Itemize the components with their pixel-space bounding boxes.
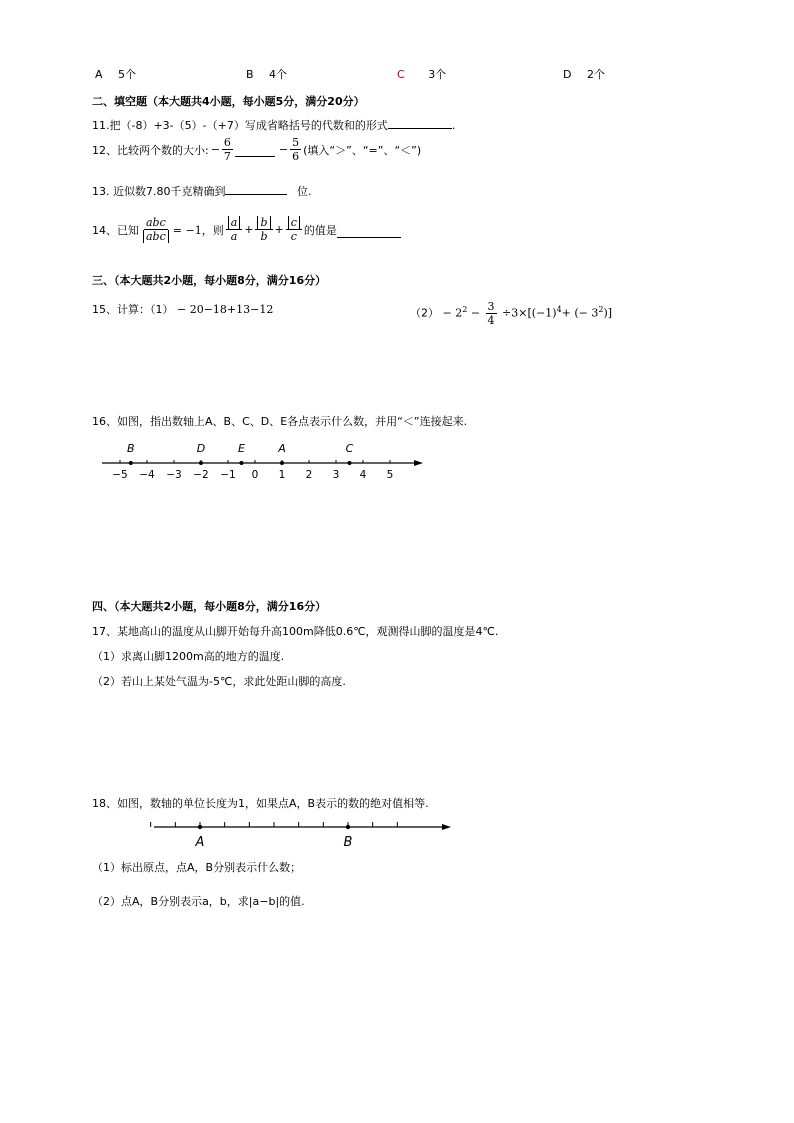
option-a-letter: A [95, 68, 103, 81]
tick-label: 4 [359, 469, 367, 481]
point-e [240, 461, 244, 465]
fraction-5-6-num: 5 [292, 136, 300, 149]
question-16: 16、如图，指出数轴上A、B、C、D、E各点表示什么数，并用“＜”连接起来. [92, 415, 468, 428]
option-c-text: 3个 [428, 68, 447, 81]
expr2-e: + (− 3 [561, 306, 599, 320]
fraction-3-4-num: 3 [487, 300, 495, 313]
fraction-abs-b-den: b [260, 230, 268, 243]
option-a-text: 5个 [118, 68, 137, 81]
question-17-part-1: （1）求离山脚1200m高的地方的温度. [92, 650, 285, 663]
point-d [199, 461, 203, 465]
question-15-part-1 [92, 301, 273, 317]
point-label-a: A [278, 442, 286, 455]
plus-sign: + [274, 223, 284, 236]
option-c [397, 66, 446, 82]
tick-label: 0 [251, 469, 259, 481]
point-c [348, 461, 352, 465]
fraction-abs-c-num [286, 216, 302, 230]
answer-blank-13[interactable] [225, 183, 287, 195]
expr2-c: ÷3× [502, 306, 528, 320]
point-a [280, 461, 284, 465]
question-11-text: 11.把（-8）+3-（5）-（+7）写成省略括号的代数和的形式 [92, 119, 388, 132]
point-label-b: B [127, 442, 135, 455]
point-label-a: A [195, 835, 205, 850]
section-3-title: 三、（本大题共2小题，每小题8分，满分16分） [92, 274, 327, 287]
option-b-letter: B [246, 68, 254, 81]
fraction-abc-den [141, 230, 171, 243]
question-17-part-2: （2）若山上某处气温为-5℃，求此处距山脚的高度. [92, 675, 346, 688]
tick-label: 3 [332, 469, 340, 481]
question-12-suffix: (填入“＞”、“=”、“＜”) [303, 143, 422, 157]
section-4-title: 四、（本大题共2小题，每小题8分，满分16分） [92, 600, 327, 613]
fraction-abs-a [226, 216, 243, 243]
fraction-6-7-num: 6 [223, 136, 231, 149]
point-label-e: E [238, 442, 245, 455]
question-14-suffix: 的值是 [303, 223, 337, 237]
point-b [129, 461, 133, 465]
fraction-abc-num: abc [146, 216, 166, 229]
question-12 [92, 136, 421, 163]
tick-label: 5 [386, 469, 394, 481]
answer-blank-12[interactable] [235, 145, 275, 157]
fraction-5-6 [290, 136, 301, 163]
tick-label: −4 [139, 469, 155, 481]
option-a [95, 66, 136, 82]
fraction-5-6-den: 6 [292, 150, 300, 163]
option-d-text: 2个 [586, 68, 605, 81]
question-18-part-2: （2）点A，B分别表示a，b，求|a−b|的值. [92, 895, 305, 908]
point-a [198, 825, 202, 829]
minus-sign: − [210, 143, 220, 156]
number-line-2 [150, 815, 460, 851]
tick-label: −3 [166, 469, 182, 481]
question-14 [92, 216, 401, 243]
fraction-3-4-den: 4 [487, 314, 495, 327]
abs-c: c [288, 216, 300, 229]
question-13-suffix: 位. [296, 185, 312, 198]
question-18: 18、如图，数轴的单位长度为1，如果点A，B表示的数的绝对值相等. [92, 797, 429, 810]
question-11-end: . [451, 119, 456, 132]
number-line-1 [96, 436, 436, 488]
abs-abc: abc [143, 230, 169, 243]
fraction-abs-b [255, 216, 272, 243]
answer-blank-11[interactable] [388, 117, 452, 129]
fraction-3-4 [486, 300, 497, 327]
question-14-eq: = −1，则 [172, 223, 224, 237]
expr2-b: − [470, 306, 481, 320]
question-18-part-1: （1）标出原点，点A，B分别表示什么数； [92, 861, 302, 874]
expr2-a-exp: 2 [462, 304, 468, 314]
tick-label: 2 [305, 469, 313, 481]
question-15-part-2 [410, 300, 612, 327]
axis-arrow-icon [414, 460, 423, 466]
expr2-e-exp: 2 [598, 304, 604, 314]
expr2-d: [(−1) [527, 306, 557, 320]
option-b [246, 66, 287, 82]
tick-label: −1 [220, 469, 236, 481]
question-12-prefix: 12、比较两个数的大小: [92, 143, 209, 157]
answer-blank-14[interactable] [337, 226, 401, 238]
section-2-title: 二、填空题（本大题共4小题，每小题5分，满分20分） [92, 95, 365, 108]
question-15-label-2: （2） [410, 306, 439, 320]
tick-label: 1 [278, 469, 286, 481]
expr2-f: )] [603, 306, 613, 320]
option-b-text: 4个 [269, 68, 288, 81]
point-label-d: D [196, 442, 206, 455]
point-b [346, 825, 350, 829]
option-d [563, 66, 605, 82]
fraction-abs-a-den: a [230, 230, 238, 243]
abs-a: a [228, 216, 241, 229]
axis-arrow-icon [442, 824, 451, 830]
expr2-a: − 2 [442, 306, 463, 320]
question-15-label: 15、计算：（1） [92, 303, 174, 316]
option-c-letter: C [397, 68, 405, 81]
expression-1: − 20−18+13−12 [177, 303, 274, 316]
question-13 [92, 183, 311, 199]
fraction-abc [141, 216, 171, 243]
point-label-b: B [343, 835, 353, 850]
question-17: 17、某地高山的温度从山脚开始每升高100m降低0.6℃，观测得山脚的温度是4℃. [92, 625, 499, 638]
fraction-abs-c-den: c [290, 230, 297, 243]
tick-label: −2 [193, 469, 209, 481]
question-13-prefix: 13. 近似数7.80千克精确到 [92, 185, 226, 198]
fraction-abs-c [286, 216, 302, 243]
tick-label: −5 [112, 469, 128, 481]
option-d-letter: D [563, 68, 572, 81]
point-label-c: C [345, 442, 354, 455]
plus-sign: + [244, 223, 254, 236]
question-14-prefix: 14、已知 [92, 223, 139, 237]
fraction-abs-a-num [226, 216, 243, 230]
minus-sign: − [278, 143, 289, 156]
question-11 [92, 117, 455, 133]
fraction-6-7-den: 7 [223, 150, 231, 163]
fraction-abs-b-num [255, 216, 272, 230]
expr2-d-exp: 4 [556, 304, 562, 314]
fraction-6-7 [222, 136, 233, 163]
abs-b: b [257, 216, 270, 229]
